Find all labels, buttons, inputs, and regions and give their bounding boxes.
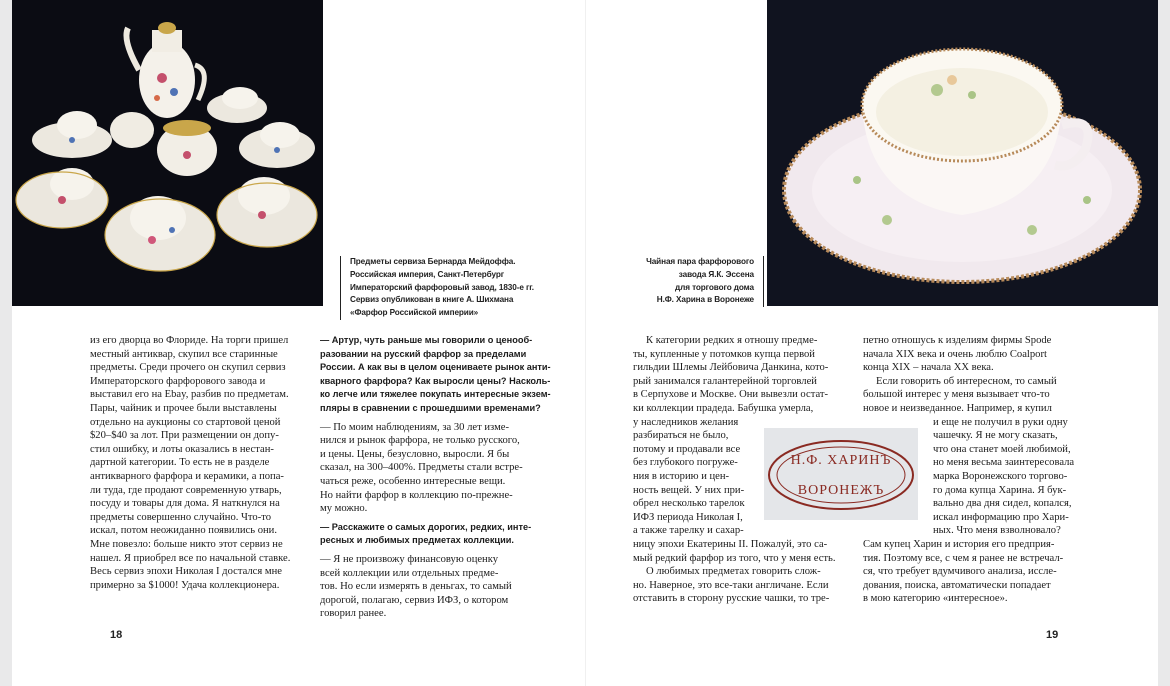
caption-line: «Фарфор Российской империи» xyxy=(350,308,479,318)
text-line: сказал, на 300–400%. Предметы стали встре- xyxy=(320,462,523,474)
text-line: посуду и товары для дома. Я наткнулся на xyxy=(90,498,280,510)
tea-service-photo xyxy=(12,0,323,306)
text-line: му можно. xyxy=(320,503,368,515)
text-line: — Артур, чуть раньше мы говорили о ценооб- xyxy=(320,335,533,345)
text-line: тия. Поэтому все, с чем я ранее не встречал- xyxy=(863,552,1064,564)
text-line: ресных и любимых предметах коллекции. xyxy=(320,535,514,546)
text-line: ся, что требует вдумчивого анализа, иссле- xyxy=(863,566,1057,578)
caption-line: Чайная пара фарфорового xyxy=(646,257,754,266)
text-line: конца XIX – начала XX века. xyxy=(863,362,994,374)
text-line: и цены. Цены, безусловно, выросли. Я бы xyxy=(320,448,510,460)
text-line: — По моим наблюдениям, за 30 лет изме- xyxy=(320,421,510,433)
text-line: ки коллекции прадеда. Бабушка умерла, xyxy=(633,402,814,414)
interview-answer xyxy=(320,553,540,621)
text-line: ных. Что меня взволновало? xyxy=(933,525,1061,537)
text-line: стил ошибку, и лоты оказались в нестан- xyxy=(90,443,274,455)
text-line: и еще не получил в руки одну xyxy=(933,416,1068,428)
text-line: $20–$40 за лот. При размещении он допу- xyxy=(90,430,279,442)
page-gutter xyxy=(585,0,586,686)
text-line: предметы совершенно случайно. Что-то xyxy=(90,511,272,523)
text-line: местный антиквар, скупил все старинные xyxy=(90,348,278,360)
text-line: нашел. Я приобрел все по начальной ставке. xyxy=(90,552,291,564)
text-line: а также тарелку и сахар- xyxy=(633,525,744,537)
text-line: Пары, чайник и прочее были выставлены xyxy=(90,402,277,414)
text-line: Но найти фарфор в коллекцию по-прежне- xyxy=(320,489,513,501)
text-line: гильдии Шлемы Лейбовича Данкина, кото- xyxy=(633,362,829,374)
text-line: говорил ранее. xyxy=(320,608,387,620)
text-line: всей коллекции или отдельных предме- xyxy=(320,567,499,579)
text-line: Мне повезло: больше никто этот сервиз не xyxy=(90,538,283,550)
text-line: Сам купец Харин и история его предприя- xyxy=(863,538,1055,550)
text-line: но. Наверное, это все-таки англичане. Если xyxy=(633,579,829,591)
text-column-2 xyxy=(320,334,551,621)
text-line: ты, купленные у потомков купца первой xyxy=(633,348,815,360)
page-number-right: 19 xyxy=(1046,629,1059,641)
text-line: обрел несколько тарелок xyxy=(633,498,745,510)
text-line: тов. Но если измерять в деньгах, то самый xyxy=(320,581,512,593)
text-line: го дома купца Харина. Я бук- xyxy=(933,484,1067,496)
text-line: — Расскажите о самых дорогих, редких, инте- xyxy=(320,521,532,532)
text-line: О любимых предметах говорить слож- xyxy=(646,566,821,578)
text-line: отдельно на аукционы со стартовой ценой xyxy=(90,416,281,428)
text-line: Императорского фарфорового завода и xyxy=(90,375,266,387)
text-line: у наследников желания xyxy=(633,416,739,428)
text-line: но меня весьма заинтересовала xyxy=(933,457,1075,469)
text-line: ность вещей. У них при- xyxy=(633,484,745,496)
text-line: в Серпухове и Москве. Они вывезли остат- xyxy=(633,389,829,401)
text-line: чашечку. Я не могу сказать, xyxy=(933,430,1058,442)
caption-line: завода Я.К. Эссена xyxy=(678,269,754,279)
caption-line: Н.Ф. Харина в Воронеже xyxy=(656,295,754,305)
text-line: мый редкий фарфор из того, что у меня есть. xyxy=(633,552,836,564)
text-line: Если говорить об интересном, то самый xyxy=(876,375,1057,387)
text-line: без глубокого погруже- xyxy=(633,457,738,469)
text-line: ния в историю и цен- xyxy=(633,470,730,482)
text-line: антикварного фарфора и керамики, а попа- xyxy=(90,470,284,482)
text-line: — Я не произвожу финансовую оценку xyxy=(320,553,499,565)
text-line: чаться реже, особенно интересные вещи. xyxy=(320,475,506,487)
caption-line: Предметы сервиза Бернарда Мейдоффа. xyxy=(350,257,516,266)
text-line: Весь сервиз эпохи Николая I достался мне xyxy=(90,566,282,578)
stamp-text-top: Н.Ф. ХАРИНЪ xyxy=(790,453,892,468)
text-line: из его дворца во Флориде. На торги пришел xyxy=(90,335,289,346)
interview-question xyxy=(320,521,540,548)
caption-tea-service xyxy=(340,256,550,320)
text-line: отставить в сторону русские чашки, то тре- xyxy=(633,593,830,605)
text-line: большой интерес у меня вызывает что-то xyxy=(863,389,1050,401)
caption-line: Императорский фарфоровый завод, 1830-е гг. xyxy=(350,282,534,292)
kharin-stamp-photo xyxy=(764,428,918,520)
text-line: кварного фарфора? Как выросли цены? Насколь- xyxy=(320,375,551,386)
text-line: дорогой, полагаю, сервиз ИФЗ, о котором xyxy=(320,594,509,606)
text-line: потому и продавали все xyxy=(633,443,741,455)
text-line: ИФЗ периода Николая I, xyxy=(633,511,743,523)
text-line: примерно за $1000! Удача коллекционера. xyxy=(90,579,280,591)
text-line: рый занимался галантерейной торговлей xyxy=(633,375,817,387)
text-line: в мою категорию «интересное». xyxy=(863,593,1008,605)
text-line: разовании на русский фарфор за пределами xyxy=(320,348,527,359)
interview-question xyxy=(320,334,551,416)
caption-tea-cup xyxy=(626,256,764,307)
page-number-left: 18 xyxy=(110,629,123,641)
caption-line: Российская империя, Санкт-Петербург xyxy=(350,269,505,279)
text-column-1 xyxy=(90,334,310,592)
text-line: начала XIX века и очень люблю Coalport xyxy=(863,348,1047,360)
text-line: искал, потом неожиданно появились они. xyxy=(90,525,277,537)
text-line: что она станет моей любимой, xyxy=(933,443,1071,455)
text-line: дартной категории. То есть не в разделе xyxy=(90,457,270,469)
text-line: новое и неизведанное. Например, я купил xyxy=(863,402,1052,414)
text-line: искал информацию про Хари- xyxy=(933,511,1069,523)
caption-line: для торгового дома xyxy=(675,282,754,292)
text-line: выставил его на Ebay, разбив по предметам. xyxy=(90,389,289,401)
text-line: ли туда, где продают современную утварь, xyxy=(90,484,282,496)
caption-line: Сервиз опубликован в книге А. Шихмана xyxy=(350,295,514,305)
stamp-text-bottom: ВОРОНЕЖЪ xyxy=(797,483,885,498)
text-line: России. А как вы в целом оцениваете рынок анти- xyxy=(320,362,551,373)
text-line: предметы. Среди прочего он скупил сервиз xyxy=(90,362,286,374)
text-line: ницу эпохи Екатерины II. Пожалуй, это са- xyxy=(633,538,828,550)
magazine-spread xyxy=(12,0,1158,686)
text-line: К категории редких я отношу предме- xyxy=(646,335,818,346)
interview-answer xyxy=(320,421,540,516)
text-line: ко легче или тяжелее покупать интересные экзем- xyxy=(320,389,551,400)
text-line: дования, поиска, автоматически попадает xyxy=(863,579,1051,591)
text-line: петно отношусь к изделиям фирмы Spode xyxy=(863,335,1052,346)
tea-cup-photo xyxy=(767,0,1158,306)
text-line: пляры в сравнении с прошедшими временами? xyxy=(320,402,541,413)
text-line: нился и рынок фарфора, не только русского, xyxy=(320,435,520,447)
text-line: вально два дня сидел, копался, xyxy=(933,498,1072,510)
text-line: марка Воронежского торгово- xyxy=(933,470,1068,482)
text-line: разбираться не было, xyxy=(633,430,729,442)
